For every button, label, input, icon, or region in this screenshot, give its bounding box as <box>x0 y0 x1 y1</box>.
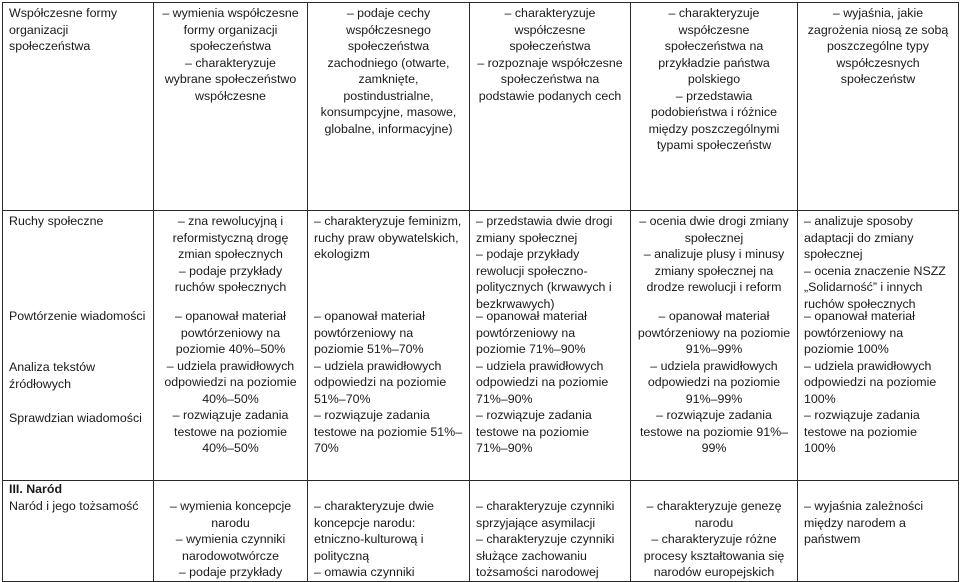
topic-label: Sprawdzian wiadomości <box>9 411 142 425</box>
criterion: – wyjaśnia, jakie zagrożenia niosą ze sobą poszczególne typy współczesnych społeczeństw <box>807 6 949 86</box>
criterion: – opanował materiał powtórzeniowy na poziomie 71%–90% <box>476 309 587 356</box>
criteria-cell <box>154 481 308 582</box>
criterion: – opanował materiał powtórzeniowy na poziomie 100% <box>804 309 915 356</box>
criterion: – ocenia dwie drogi zmiany społecznej <box>639 214 789 245</box>
criteria-cell <box>470 3 631 211</box>
criterion: – rozwiązuje zadania testowe na poziomie 51%–70% <box>314 408 463 455</box>
criteria-cell <box>308 481 470 582</box>
criterion: – opanował materiał powtórzeniowy na poziomie 91%–99% <box>637 309 791 356</box>
criterion: – analizuje sposoby adaptacji do zmiany społecznej <box>804 214 914 261</box>
topic-cell <box>3 481 154 582</box>
criterion: – zna rewolucyjną i reformistyczną drogę zmian społecznych <box>172 214 289 261</box>
criterion: – udziela prawidłowych odpowiedzi na poziomie 91%–99% <box>647 358 781 406</box>
criteria-cell <box>470 211 631 481</box>
criterion: – charakteryzuje współczesne społeczeństwa na przykładzie państwa polskiego <box>658 6 770 86</box>
criterion: – wyjaśnia zależności między narodem a państwem <box>804 499 924 546</box>
criteria-cell <box>308 211 470 481</box>
table-row-narod <box>3 481 959 582</box>
criteria-cell <box>631 481 798 582</box>
criterion: – charakteryzuje różne procesy kształtowania się narodów europejskich <box>643 532 785 579</box>
criterion: – udziela prawidłowych odpowiedzi na poziomie 40%–50% <box>164 358 297 406</box>
topic-cell <box>3 211 154 481</box>
criterion: – wymienia czynniki narodowotwórcze <box>175 532 286 563</box>
criteria-cell <box>631 3 798 211</box>
criterion: – wymienia koncepcje narodu <box>169 499 292 530</box>
criterion: – podaje przykłady ruchów społecznych <box>174 263 287 294</box>
criterion: – rozwiązuje zadania testowe na poziomie 91%–99% <box>639 408 789 455</box>
topic-label: Analiza tekstów źródłowych <box>9 360 96 391</box>
criteria-cell <box>308 3 470 211</box>
criterion: – przedstawia dwie drogi zmiany społecznej <box>476 214 613 245</box>
topic-label: Współczesne formy organizacji społeczeństwa <box>9 6 118 53</box>
criteria-cell <box>798 211 959 481</box>
criterion: – przedstawia podobieństwa i różnice między poszczególnymi typami społeczeństw <box>648 88 780 152</box>
section-title: III. Naród <box>9 482 63 496</box>
criterion: – podaje cechy współczesnego społeczeństwa zachodniego (otwarte, zamknięte, postindustrialne, konsumpcyjne, masowe, globalne, informacyjne) <box>320 6 457 136</box>
criterion: – charakteryzuje współczesne społeczeństwa <box>504 6 596 53</box>
criterion: – charakteryzuje wybrane społeczeństwo współczesne <box>164 55 297 103</box>
criteria-cell <box>154 3 308 211</box>
criterion: – charakteryzuje dwie koncepcje narodu: etniczno-kulturową i polityczną <box>314 499 434 563</box>
criterion: – udziela prawidłowych odpowiedzi na poziomie 71%–90% <box>476 358 609 406</box>
criterion: – udziela prawidłowych odpowiedzi na poziomie 51%–70% <box>314 358 447 406</box>
criterion: – charakteryzuje czynniki służące zachowaniu tożsamości narodowej <box>476 532 615 579</box>
criterion: – wymienia współczesne formy organizacji społeczeństwa <box>162 6 299 53</box>
criterion: – charakteryzuje genezę narodu <box>646 499 782 530</box>
criterion: – rozwiązuje zadania testowe na poziomie 100% <box>804 408 920 455</box>
topic-label: Naród i jego tożsamość <box>9 498 139 513</box>
topic-cell <box>3 3 154 211</box>
criterion: – ocenia znaczenie NSZZ „Solidarność” i innych ruchów społecznych <box>804 263 946 311</box>
criterion: – charakteryzuje czynniki sprzyjające asymilacji <box>476 499 615 530</box>
topic-label: Ruchy społeczne <box>9 214 104 228</box>
topic-label: Powtórzenie wiadomości <box>9 309 146 323</box>
criteria-cell <box>798 481 959 582</box>
criteria-cell <box>631 211 798 481</box>
criterion: – analizuje plusy i minusy zmiany społecznej na drodze rewolucji i reform <box>643 247 785 294</box>
criteria-cell <box>154 211 308 481</box>
criterion: – podaje przykłady <box>178 565 283 579</box>
criterion: – podaje przykłady rewolucji społeczno-politycznych (krwawych i bezkrwawych) <box>476 247 612 311</box>
criterion: – rozwiązuje zadania testowe na poziomie 71%–90% <box>476 408 592 455</box>
criterion: – rozpoznaje współczesne społeczeństwa na podstawie podanych cech <box>477 55 623 103</box>
criterion: – opanował materiał powtórzeniowy na poziomie 51%–70% <box>314 309 425 356</box>
table-row-header <box>3 3 959 211</box>
table-row-ruchy-spoleczne <box>3 211 959 481</box>
criterion: – omawia czynniki <box>314 565 415 579</box>
criteria-cell <box>470 481 631 582</box>
criterion: – opanował materiał powtórzeniowy na poziomie 40%–50% <box>175 309 286 356</box>
criterion: – charakteryzuje feminizm, ruchy praw obywatelskich, ekologizm <box>314 214 462 261</box>
grading-criteria-table <box>2 2 959 582</box>
criteria-cell <box>798 3 959 211</box>
criterion: – rozwiązuje zadania testowe na poziomie 40%–50% <box>172 408 289 455</box>
criterion: – udziela prawidłowych odpowiedzi na poziomie 100% <box>804 358 937 406</box>
